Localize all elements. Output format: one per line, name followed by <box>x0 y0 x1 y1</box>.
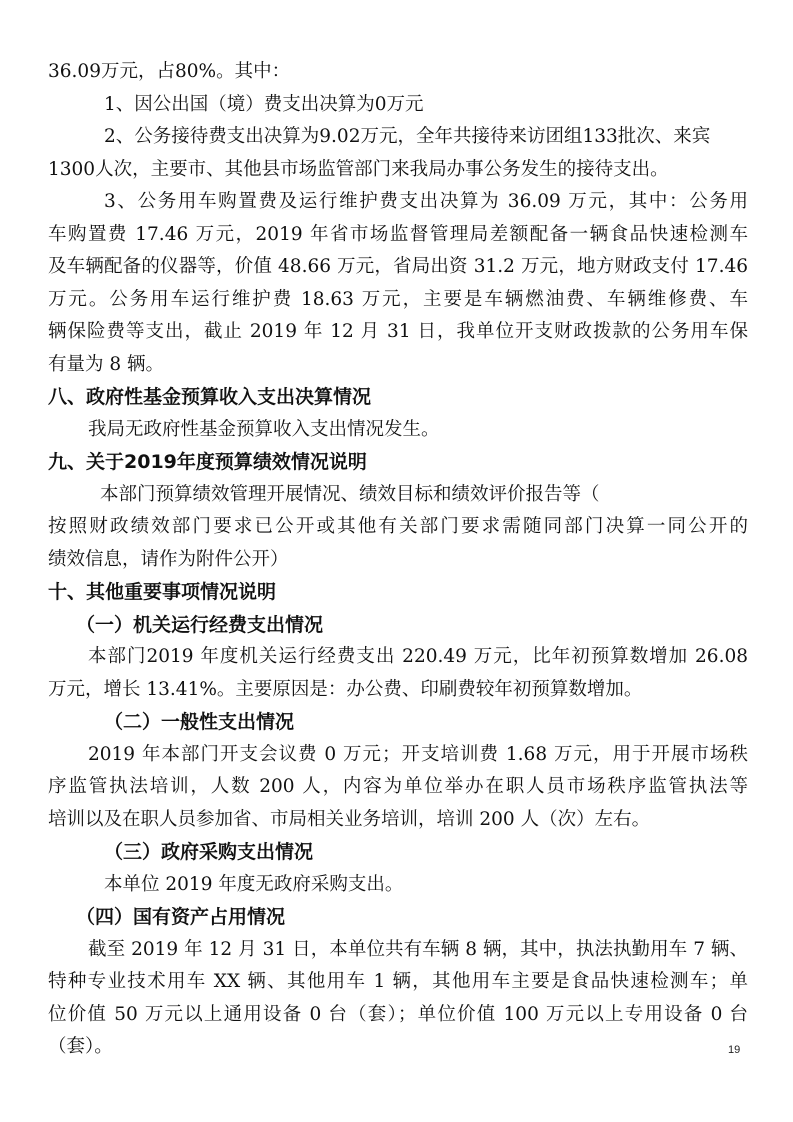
paragraph-line: 培训以及在职人员参加省、市局相关业务培训，培训 200 人（次）左右。 <box>48 808 651 830</box>
paragraph-line: 我局无政府性基金预算收入支出情况发生。 <box>88 418 440 440</box>
paragraph-line: 本单位 2019 年度无政府采购支出。 <box>104 873 404 895</box>
paragraph-line: 位价值 50 万元以上通用设备 0 台（套）；单位价值 100 万元以上专用设备 0 台 <box>48 1003 748 1025</box>
paragraph-line: 本部门预算绩效管理开展情况、绩效目标和绩效评价报告等（ <box>100 483 600 505</box>
paragraph-line: （套）。 <box>48 1036 113 1057</box>
subsection-heading: （三）政府采购支出情况 <box>104 841 314 863</box>
section-heading: 八、政府性基金预算收入支出决算情况 <box>48 386 372 408</box>
paragraph-line: 特种专业技术用车 XX 辆、其他用车 1 辆，其他用车主要是食品快速检测车；单 <box>48 971 748 992</box>
paragraph-line: 辆保险费等支出，截止 2019 年 12 月 31 日，我单位开支财政拨款的公务用车保 <box>48 321 748 342</box>
paragraph-line: 36.09万元，占80%。其中： <box>48 61 291 82</box>
paragraph-line: 2、公务接待费支出决算为9.02万元，全年共接待来访团组133批次、来宾 <box>104 126 711 147</box>
subsection-heading: （二）一般性支出情况 <box>104 711 295 733</box>
paragraph-line: 本部门2019 年度机关运行经费支出 220.49 万元，比年初预算数增加 26.08 <box>88 646 748 667</box>
paragraph-line: 1300人次，主要市、其他县市场监管部门来我局办事公务发生的接待支出。 <box>48 158 669 180</box>
paragraph-line: 1、因公出国（境）费支出决算为0万元 <box>104 93 424 115</box>
paragraph-line: 序监管执法培训，人数 200 人，内容为单位举办在职人员市场秩序监管执法等 <box>48 776 748 797</box>
paragraph-line: 万元，增长 13.41%。主要原因是：办公费、印刷费较年初预算数增加。 <box>48 678 643 700</box>
paragraph-line: 绩效信息，请作为附件公开） <box>48 548 289 570</box>
page-number: 19 <box>728 1044 741 1056</box>
paragraph-line: 按照财政绩效部门要求已公开或其他有关部门要求需随同部门决算一同公开的 <box>48 516 748 537</box>
paragraph-line: 及车辆配备的仪器等，价值 48.66 万元，省局出资 31.2 万元，地方财政支付 17.46 <box>48 256 748 277</box>
paragraph-line: 3、公务用车购置费及运行维护费支出决算为 36.09 万元，其中：公务用 <box>104 191 748 212</box>
section-heading: 十、其他重要事项情况说明 <box>48 581 277 603</box>
subsection-heading: （一）机关运行经费支出情况 <box>76 613 324 636</box>
document-body <box>48 56 748 1064</box>
section-heading: 九、关于2019年度预算绩效情况说明 <box>48 451 367 473</box>
paragraph-line: 截至 2019 年 12 月 31 日，本单位共有车辆 8 辆，其中，执法执勤用车 7 辆、 <box>88 938 748 960</box>
paragraph-line: 万元。公务用车运行维护费 18.63 万元，主要是车辆燃油费、车辆维修费、车 <box>48 288 748 310</box>
paragraph-line: 2019 年本部门开支会议费 0 万元；开支培训费 1.68 万元，用于开展市场秩 <box>88 743 748 765</box>
subsection-heading: （四）国有资产占用情况 <box>76 906 286 928</box>
paragraph-line: 有量为 8 辆。 <box>48 353 165 375</box>
paragraph-line: 车购置费 17.46 万元，2019 年省市场监督管理局差额配备一辆食品快速检测车 <box>48 223 748 245</box>
